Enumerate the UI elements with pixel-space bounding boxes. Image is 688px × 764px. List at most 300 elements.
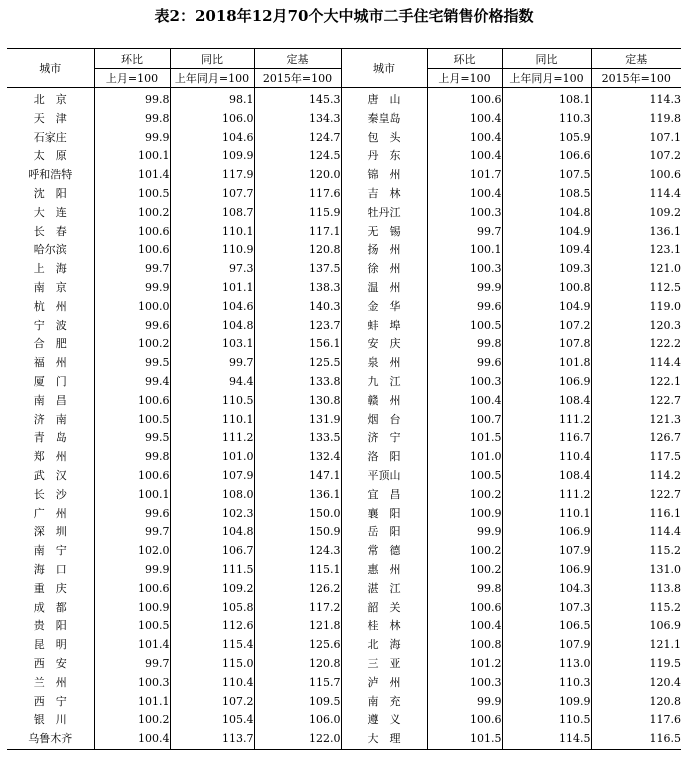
- fixed-value-left: 115.7: [254, 674, 341, 693]
- city-name-right: 南 充: [341, 693, 427, 712]
- city-name-left: 大 连: [33, 205, 67, 219]
- mom-value-left: 100.2: [94, 335, 170, 354]
- table-row: [7, 599, 681, 618]
- city-name-right: 牡丹江: [341, 204, 427, 223]
- fixed-value-right: 122.7: [591, 486, 681, 505]
- mom-value-right: 99.8: [427, 580, 502, 599]
- yoy-value-right: 104.8: [502, 204, 591, 223]
- city-name-left: 乌鲁木齐: [7, 730, 94, 749]
- fixed-value-right: 107.2: [591, 147, 681, 166]
- mom-value-right: 100.6: [427, 88, 502, 110]
- table-row: [7, 448, 681, 467]
- header-row-main: [7, 49, 681, 69]
- table-body: [7, 88, 681, 750]
- fixed-value-right: 114.4: [591, 523, 681, 542]
- city-name-right: 洛 阳: [341, 448, 427, 467]
- mom-value-left: 100.6: [94, 392, 170, 411]
- yoy-value-right: 106.9: [502, 373, 591, 392]
- table-row: [7, 523, 681, 542]
- yoy-value-right: 105.9: [502, 129, 591, 148]
- yoy-value-left: 94.4: [170, 373, 254, 392]
- fixed-value-right: 122.2: [591, 335, 681, 354]
- mom-value-left: 100.6: [94, 223, 170, 242]
- city-name-right: 大 理: [341, 730, 427, 749]
- fixed-value-right: 117.5: [591, 448, 681, 467]
- city-name-left: 沈 阳: [33, 186, 67, 200]
- fixed-value-right: 123.1: [591, 241, 681, 260]
- yoy-value-right: 110.5: [502, 711, 591, 730]
- fixed-value-left: 147.1: [254, 467, 341, 486]
- fixed-value-right: 117.6: [591, 711, 681, 730]
- mom-value-left: 100.2: [94, 711, 170, 730]
- header-fixed-base-left: 2015年=100: [254, 69, 341, 88]
- mom-value-left: 99.7: [94, 655, 170, 674]
- header-fixed-left: 定基: [254, 49, 341, 69]
- mom-value-left: 100.2: [94, 204, 170, 223]
- city-name-left: 宁 波: [33, 318, 67, 332]
- table-row: [7, 411, 681, 430]
- yoy-value-right: 108.5: [502, 185, 591, 204]
- mom-value-left: 100.9: [94, 599, 170, 618]
- yoy-value-left: 109.9: [170, 147, 254, 166]
- table-row: [7, 223, 681, 242]
- city-name-right: 金 华: [341, 298, 427, 317]
- mom-value-right: 100.1: [427, 241, 502, 260]
- city-name-left: 济 南: [33, 412, 67, 426]
- fixed-value-right: 114.4: [591, 354, 681, 373]
- yoy-value-left: 101.0: [170, 448, 254, 467]
- city-name-right: 平顶山: [341, 467, 427, 486]
- mom-value-left: 100.3: [94, 674, 170, 693]
- header-mom-base-right: 上月=100: [427, 69, 502, 88]
- yoy-value-left: 104.6: [170, 129, 254, 148]
- mom-value-right: 101.7: [427, 166, 502, 185]
- yoy-value-left: 107.2: [170, 693, 254, 712]
- table-row: [7, 392, 681, 411]
- city-name-right: 包 头: [341, 129, 427, 148]
- fixed-value-right: 119.8: [591, 110, 681, 129]
- yoy-value-right: 104.9: [502, 298, 591, 317]
- yoy-value-left: 108.7: [170, 204, 254, 223]
- mom-value-left: 100.1: [94, 147, 170, 166]
- mom-value-right: 100.4: [427, 110, 502, 129]
- table-row: [7, 711, 681, 730]
- mom-value-right: 101.2: [427, 655, 502, 674]
- fixed-value-right: 114.4: [591, 185, 681, 204]
- header-city-left: 城市: [7, 49, 94, 88]
- mom-value-right: 100.3: [427, 674, 502, 693]
- city-name-right: 襄 阳: [341, 505, 427, 524]
- fixed-value-left: 136.1: [254, 486, 341, 505]
- fixed-value-left: 150.0: [254, 505, 341, 524]
- fixed-value-left: 133.8: [254, 373, 341, 392]
- mom-value-right: 100.3: [427, 373, 502, 392]
- fixed-value-left: 156.1: [254, 335, 341, 354]
- yoy-value-left: 110.1: [170, 411, 254, 430]
- fixed-value-left: 134.3: [254, 110, 341, 129]
- table-row: [7, 298, 681, 317]
- city-name-right: 吉 林: [341, 185, 427, 204]
- yoy-value-left: 107.7: [170, 185, 254, 204]
- fixed-value-right: 121.3: [591, 411, 681, 430]
- city-name-left: 天 津: [33, 111, 67, 125]
- fixed-value-left: 117.1: [254, 223, 341, 242]
- mom-value-left: 100.5: [94, 411, 170, 430]
- mom-value-right: 100.6: [427, 599, 502, 618]
- table-row: [7, 110, 681, 129]
- fixed-value-right: 115.2: [591, 599, 681, 618]
- table-row: [7, 129, 681, 148]
- table-row: [7, 617, 681, 636]
- yoy-value-left: 99.7: [170, 354, 254, 373]
- mom-value-right: 100.8: [427, 636, 502, 655]
- yoy-value-left: 115.0: [170, 655, 254, 674]
- city-name-left: 福 州: [33, 356, 67, 370]
- city-name-left: 厦 门: [33, 374, 67, 388]
- table-row: [7, 317, 681, 336]
- fixed-value-left: 117.2: [254, 599, 341, 618]
- city-name-left: 兰 州: [33, 675, 67, 689]
- yoy-value-left: 106.0: [170, 110, 254, 129]
- mom-value-right: 99.9: [427, 693, 502, 712]
- fixed-value-right: 114.3: [591, 88, 681, 110]
- header-yoy-right: 同比: [502, 49, 591, 69]
- fixed-value-left: 106.0: [254, 711, 341, 730]
- fixed-value-right: 106.9: [591, 617, 681, 636]
- mom-value-right: 99.9: [427, 279, 502, 298]
- yoy-value-left: 104.8: [170, 523, 254, 542]
- yoy-value-left: 108.0: [170, 486, 254, 505]
- table-row: [7, 373, 681, 392]
- mom-value-right: 100.7: [427, 411, 502, 430]
- mom-value-left: 100.0: [94, 298, 170, 317]
- mom-value-right: 100.5: [427, 317, 502, 336]
- yoy-value-right: 107.9: [502, 542, 591, 561]
- city-name-left: 郑 州: [33, 450, 67, 464]
- fixed-value-left: 126.2: [254, 580, 341, 599]
- city-name-right: 遵 义: [341, 711, 427, 730]
- fixed-value-left: 124.3: [254, 542, 341, 561]
- yoy-value-left: 111.5: [170, 561, 254, 580]
- city-name-left: 重 庆: [33, 581, 67, 595]
- mom-value-left: 100.4: [94, 730, 170, 749]
- table-row: [7, 693, 681, 712]
- yoy-value-right: 107.8: [502, 335, 591, 354]
- city-name-right: 泉 州: [341, 354, 427, 373]
- table-row: [7, 655, 681, 674]
- fixed-value-left: 125.5: [254, 354, 341, 373]
- fixed-value-left: 131.9: [254, 411, 341, 430]
- city-name-left: 长 春: [33, 224, 67, 238]
- fixed-value-right: 113.8: [591, 580, 681, 599]
- city-name-left: 海 口: [33, 562, 67, 576]
- mom-value-right: 100.5: [427, 467, 502, 486]
- fixed-value-right: 119.0: [591, 298, 681, 317]
- fixed-value-right: 114.2: [591, 467, 681, 486]
- table-row: [7, 241, 681, 260]
- city-name-left: 深 圳: [33, 525, 67, 539]
- city-name-right: 岳 阳: [341, 523, 427, 542]
- city-name-left: 长 沙: [33, 487, 67, 501]
- table-row: [7, 279, 681, 298]
- mom-value-left: 99.5: [94, 354, 170, 373]
- mom-value-right: 101.5: [427, 429, 502, 448]
- city-name-right: 秦皇岛: [341, 110, 427, 129]
- table-row: [7, 185, 681, 204]
- table-row: [7, 730, 681, 749]
- mom-value-left: 99.7: [94, 523, 170, 542]
- header-mom-right: 环比: [427, 49, 502, 69]
- fixed-value-right: 107.1: [591, 129, 681, 148]
- yoy-value-right: 113.0: [502, 655, 591, 674]
- fixed-value-left: 140.3: [254, 298, 341, 317]
- fixed-value-left: 130.8: [254, 392, 341, 411]
- header-yoy-left: 同比: [170, 49, 254, 69]
- header-yoy-base-right: 上年同月=100: [502, 69, 591, 88]
- fixed-value-right: 121.1: [591, 636, 681, 655]
- yoy-value-left: 97.3: [170, 260, 254, 279]
- table-row: [7, 429, 681, 448]
- fixed-value-right: 122.7: [591, 392, 681, 411]
- city-name-left: 南 京: [33, 280, 67, 294]
- yoy-value-right: 107.5: [502, 166, 591, 185]
- city-name-right: 唐 山: [341, 88, 427, 110]
- mom-value-right: 100.2: [427, 486, 502, 505]
- yoy-value-right: 104.3: [502, 580, 591, 599]
- mom-value-left: 99.7: [94, 260, 170, 279]
- mom-value-left: 100.6: [94, 580, 170, 599]
- city-name-right: 韶 关: [341, 599, 427, 618]
- table-row: [7, 147, 681, 166]
- yoy-value-left: 106.7: [170, 542, 254, 561]
- mom-value-left: 99.5: [94, 429, 170, 448]
- yoy-value-right: 107.9: [502, 636, 591, 655]
- mom-value-left: 100.5: [94, 617, 170, 636]
- mom-value-left: 99.8: [94, 110, 170, 129]
- yoy-value-left: 105.8: [170, 599, 254, 618]
- yoy-value-left: 104.8: [170, 317, 254, 336]
- yoy-value-right: 109.9: [502, 693, 591, 712]
- yoy-value-left: 98.1: [170, 88, 254, 110]
- yoy-value-right: 116.7: [502, 429, 591, 448]
- mom-value-left: 99.9: [94, 129, 170, 148]
- city-name-right: 无 锡: [341, 223, 427, 242]
- city-name-left: 昆 明: [33, 638, 67, 652]
- header-fixed-base-right: 2015年=100: [591, 69, 681, 88]
- fixed-value-right: 100.6: [591, 166, 681, 185]
- yoy-value-right: 107.3: [502, 599, 591, 618]
- mom-value-right: 100.3: [427, 260, 502, 279]
- yoy-value-right: 110.3: [502, 110, 591, 129]
- mom-value-right: 100.4: [427, 617, 502, 636]
- city-name-right: 湛 江: [341, 580, 427, 599]
- fixed-value-right: 120.3: [591, 317, 681, 336]
- fixed-value-left: 125.6: [254, 636, 341, 655]
- fixed-value-left: 124.5: [254, 147, 341, 166]
- table-row: [7, 636, 681, 655]
- city-name-left: 武 汉: [33, 468, 67, 482]
- city-name-left: 石家庄: [33, 130, 67, 144]
- fixed-value-right: 115.2: [591, 542, 681, 561]
- city-name-left: 贵 阳: [33, 619, 67, 633]
- mom-value-left: 99.9: [94, 561, 170, 580]
- fixed-value-left: 124.7: [254, 129, 341, 148]
- yoy-value-right: 110.3: [502, 674, 591, 693]
- mom-value-left: 101.4: [94, 636, 170, 655]
- mom-value-right: 101.5: [427, 730, 502, 749]
- header-fixed-right: 定基: [591, 49, 681, 69]
- yoy-value-left: 109.2: [170, 580, 254, 599]
- fixed-value-left: 132.4: [254, 448, 341, 467]
- fixed-value-right: 131.0: [591, 561, 681, 580]
- fixed-value-left: 123.7: [254, 317, 341, 336]
- city-name-right: 烟 台: [341, 411, 427, 430]
- fixed-value-left: 120.0: [254, 166, 341, 185]
- city-name-left: 北 京: [33, 93, 67, 106]
- yoy-value-left: 103.1: [170, 335, 254, 354]
- yoy-value-right: 106.6: [502, 147, 591, 166]
- yoy-value-right: 111.2: [502, 411, 591, 430]
- mom-value-left: 100.1: [94, 486, 170, 505]
- header-mom-left: 环比: [94, 49, 170, 69]
- table-row: [7, 260, 681, 279]
- mom-value-right: 99.6: [427, 298, 502, 317]
- yoy-value-right: 110.1: [502, 505, 591, 524]
- city-name-right: 泸 州: [341, 674, 427, 693]
- mom-value-left: 100.5: [94, 185, 170, 204]
- header-city-right: 城市: [341, 49, 427, 88]
- yoy-value-right: 108.1: [502, 88, 591, 110]
- city-name-right: 赣 州: [341, 392, 427, 411]
- mom-value-right: 100.3: [427, 204, 502, 223]
- yoy-value-right: 114.5: [502, 730, 591, 749]
- city-name-left: 银 川: [33, 713, 67, 727]
- yoy-value-right: 107.2: [502, 317, 591, 336]
- yoy-value-left: 105.4: [170, 711, 254, 730]
- yoy-value-left: 110.9: [170, 241, 254, 260]
- table-row: [7, 561, 681, 580]
- fixed-value-right: 136.1: [591, 223, 681, 242]
- header-mom-base-left: 上月=100: [94, 69, 170, 88]
- city-name-right: 扬 州: [341, 241, 427, 260]
- yoy-value-left: 107.9: [170, 467, 254, 486]
- mom-value-right: 101.0: [427, 448, 502, 467]
- table-row: [7, 505, 681, 524]
- yoy-value-left: 102.3: [170, 505, 254, 524]
- city-name-right: 温 州: [341, 279, 427, 298]
- mom-value-left: 99.8: [94, 88, 170, 110]
- header-yoy-base-left: 上年同月=100: [170, 69, 254, 88]
- mom-value-left: 100.6: [94, 467, 170, 486]
- fixed-value-right: 120.8: [591, 693, 681, 712]
- fixed-value-left: 150.9: [254, 523, 341, 542]
- city-name-left: 西 安: [33, 656, 67, 670]
- mom-value-left: 101.4: [94, 166, 170, 185]
- mom-value-right: 100.4: [427, 185, 502, 204]
- city-name-left: 广 州: [33, 506, 67, 520]
- mom-value-right: 99.8: [427, 335, 502, 354]
- table-row: [7, 88, 681, 110]
- city-name-right: 桂 林: [341, 617, 427, 636]
- fixed-value-left: 115.9: [254, 204, 341, 223]
- mom-value-left: 102.0: [94, 542, 170, 561]
- city-name-left: 呼和浩特: [28, 168, 73, 182]
- fixed-value-right: 109.2: [591, 204, 681, 223]
- yoy-value-right: 109.3: [502, 260, 591, 279]
- mom-value-left: 99.6: [94, 505, 170, 524]
- mom-value-right: 100.2: [427, 542, 502, 561]
- city-name-left: 合 肥: [33, 337, 67, 351]
- table-row: [7, 542, 681, 561]
- yoy-value-left: 110.4: [170, 674, 254, 693]
- fixed-value-right: 120.4: [591, 674, 681, 693]
- mom-value-right: 99.9: [427, 523, 502, 542]
- yoy-value-right: 109.4: [502, 241, 591, 260]
- yoy-value-right: 101.8: [502, 354, 591, 373]
- table-row: [7, 674, 681, 693]
- fixed-value-right: 119.5: [591, 655, 681, 674]
- city-name-right: 三 亚: [341, 655, 427, 674]
- mom-value-right: 100.4: [427, 392, 502, 411]
- yoy-value-left: 115.4: [170, 636, 254, 655]
- yoy-value-right: 111.2: [502, 486, 591, 505]
- yoy-value-right: 108.4: [502, 467, 591, 486]
- fixed-value-left: 137.5: [254, 260, 341, 279]
- yoy-value-right: 106.9: [502, 561, 591, 580]
- fixed-value-right: 116.1: [591, 505, 681, 524]
- table-row: [7, 204, 681, 223]
- fixed-value-right: 126.7: [591, 429, 681, 448]
- mom-value-left: 99.6: [94, 317, 170, 336]
- mom-value-right: 99.7: [427, 223, 502, 242]
- document-title: 表2：2018年12月70个大中城市二手住宅销售价格指数: [154, 7, 534, 25]
- yoy-value-right: 108.4: [502, 392, 591, 411]
- mom-value-left: 99.9: [94, 279, 170, 298]
- yoy-value-left: 110.1: [170, 223, 254, 242]
- fixed-value-right: 121.0: [591, 260, 681, 279]
- yoy-value-right: 106.9: [502, 523, 591, 542]
- city-name-left: 青 岛: [33, 431, 67, 445]
- mom-value-right: 100.4: [427, 147, 502, 166]
- fixed-value-left: 121.8: [254, 617, 341, 636]
- fixed-value-left: 120.8: [254, 655, 341, 674]
- table-row: [7, 166, 681, 185]
- yoy-value-right: 110.4: [502, 448, 591, 467]
- city-name-left: 哈尔滨: [33, 243, 67, 257]
- mom-value-left: 100.6: [94, 241, 170, 260]
- table-row: [7, 467, 681, 486]
- yoy-value-left: 104.6: [170, 298, 254, 317]
- city-name-right: 宜 昌: [341, 486, 427, 505]
- city-name-left: 杭 州: [33, 299, 67, 313]
- city-name-right: 丹 东: [341, 147, 427, 166]
- fixed-value-right: 116.5: [591, 730, 681, 749]
- table-row: [7, 335, 681, 354]
- city-name-right: 济 宁: [341, 429, 427, 448]
- fixed-value-left: 138.3: [254, 279, 341, 298]
- fixed-value-left: 133.5: [254, 429, 341, 448]
- fixed-value-left: 120.8: [254, 241, 341, 260]
- fixed-value-right: 112.5: [591, 279, 681, 298]
- city-name-left: 上 海: [33, 262, 67, 276]
- city-name-right: 锦 州: [341, 166, 427, 185]
- table-row: [7, 354, 681, 373]
- city-name-left: 南 昌: [33, 393, 67, 407]
- yoy-value-left: 112.6: [170, 617, 254, 636]
- yoy-value-left: 101.1: [170, 279, 254, 298]
- city-name-left: 西 宁: [33, 694, 67, 708]
- city-name-right: 九 江: [341, 373, 427, 392]
